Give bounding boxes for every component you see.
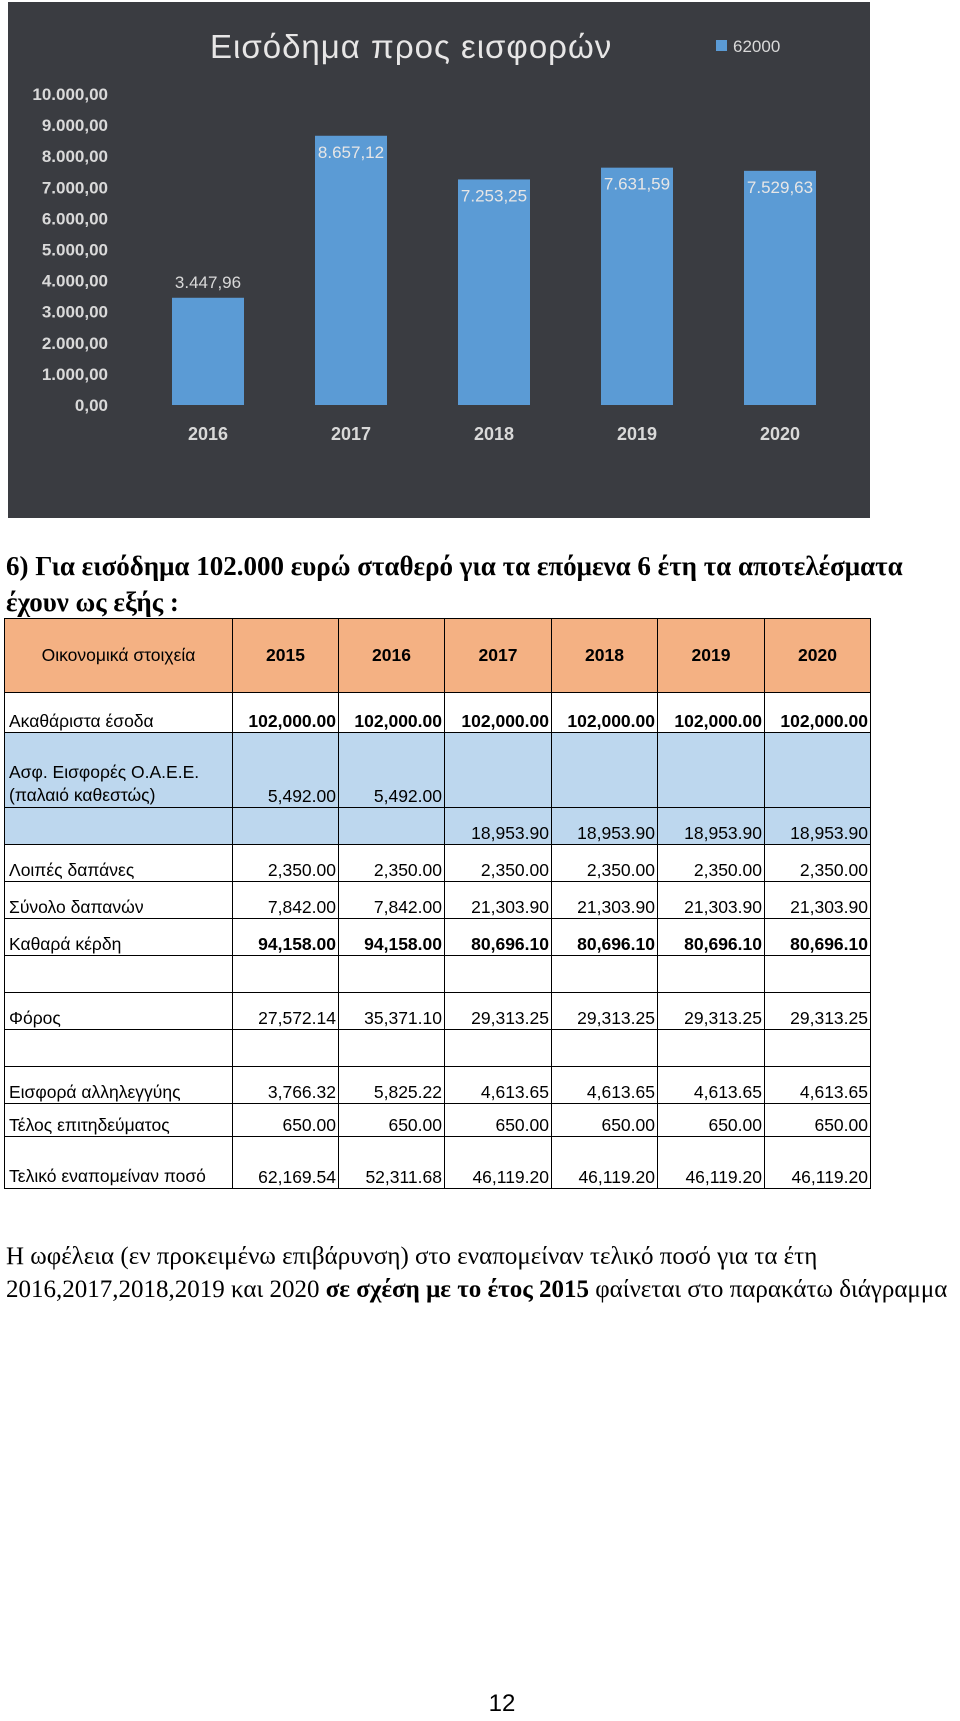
header-year: 2018 [552, 619, 658, 693]
paragraph-bold-text: σε σχέση με το έτος 2015 [325, 1276, 589, 1303]
header-year: 2017 [445, 619, 552, 693]
y-tick-label: 5.000,00 [41, 240, 108, 260]
table-row [5, 733, 871, 808]
bar-2016 [172, 298, 244, 405]
cell: 650.00 [552, 1104, 658, 1137]
x-tick-label: 2016 [187, 424, 229, 444]
cell: 650.00 [233, 1104, 339, 1137]
legend-swatch [716, 40, 727, 51]
cell: 102,000.00 [445, 693, 552, 733]
x-tick-label: 2020 [759, 424, 801, 444]
cell: 52,311.68 [339, 1137, 445, 1189]
cell: 650.00 [765, 1104, 871, 1137]
cell: 62,169.54 [233, 1137, 339, 1189]
cell: 2,350.00 [658, 845, 765, 882]
bar-2018 [458, 179, 530, 405]
cell: 46,119.20 [552, 1137, 658, 1189]
y-tick-label: 0,00 [74, 396, 108, 415]
header-year: 2016 [339, 619, 445, 693]
cell: 94,158.00 [233, 919, 339, 956]
cell: 4,613.65 [445, 1067, 552, 1104]
cell: 650.00 [339, 1104, 445, 1137]
cell: 2,350.00 [233, 845, 339, 882]
table-row [5, 993, 871, 1030]
cell: 7,842.00 [339, 882, 445, 919]
table-spacer-row [5, 1030, 871, 1067]
row-label [5, 808, 233, 845]
cell [233, 808, 339, 845]
x-tick-label: 2018 [473, 424, 515, 444]
cell: 80,696.10 [658, 919, 765, 956]
cell: 94,158.00 [339, 919, 445, 956]
cell [765, 733, 871, 808]
row-label: Εισφορά αλληλεγγύης [5, 1067, 233, 1104]
cell: 102,000.00 [552, 693, 658, 733]
cell: 4,613.65 [765, 1067, 871, 1104]
cell: 102,000.00 [658, 693, 765, 733]
cell: 650.00 [445, 1104, 552, 1137]
row-label: Φόρος [5, 993, 233, 1030]
bar-2019 [601, 168, 673, 405]
cell [445, 733, 552, 808]
data-label: 7.631,59 [603, 174, 671, 194]
bar-series [172, 136, 816, 405]
y-tick-label: 1.000,00 [41, 364, 108, 384]
y-tick-label: 8.000,00 [41, 147, 108, 167]
data-label: 3.447,96 [174, 272, 242, 292]
cell: 2,350.00 [765, 845, 871, 882]
cell: 29,313.25 [552, 993, 658, 1030]
table-row [5, 845, 871, 882]
header-year: 2020 [765, 619, 871, 693]
cell: 80,696.10 [765, 919, 871, 956]
bar-2020 [744, 171, 816, 405]
cell: 80,696.10 [445, 919, 552, 956]
section-heading: 6) Για εισόδημα 102.000 ευρώ σταθερό για τα επόμενα 6 έτη τα αποτελέσματα έχουν ως εξής : [6, 551, 903, 617]
cell: 2,350.00 [552, 845, 658, 882]
table-spacer-row [5, 956, 871, 993]
bar-2017 [315, 136, 387, 405]
legend-label: 62000 [733, 37, 781, 56]
x-tick-label: 2019 [616, 424, 658, 444]
cell: 3,766.32 [233, 1067, 339, 1104]
cell: 46,119.20 [445, 1137, 552, 1189]
row-label: Τελικό εναπομείναν ποσό [5, 1137, 233, 1189]
cell: 2,350.00 [339, 845, 445, 882]
cell: 35,371.10 [339, 993, 445, 1030]
explanation-paragraph [6, 1240, 956, 1306]
table-row [5, 1104, 871, 1137]
cell: 650.00 [658, 1104, 765, 1137]
page-number: 12 [488, 1690, 516, 1717]
row-label: Ασφ. Εισφορές Ο.Α.Ε.Ε. (παλαιό καθεστώς) [5, 733, 233, 808]
table-row [5, 882, 871, 919]
cell: 4,613.65 [552, 1067, 658, 1104]
y-tick-label: 10.000,00 [32, 85, 108, 104]
cell: 21,303.90 [552, 882, 658, 919]
row-label: Σύνολο δαπανών [5, 882, 233, 919]
cell: 46,119.20 [765, 1137, 871, 1189]
cell: 7,842.00 [233, 882, 339, 919]
cell: 21,303.90 [445, 882, 552, 919]
cell: 29,313.25 [658, 993, 765, 1030]
cell: 27,572.14 [233, 993, 339, 1030]
cell: 46,119.20 [658, 1137, 765, 1189]
cell: 5,825.22 [339, 1067, 445, 1104]
paragraph-text: Η ωφέλεια (εν προκειμένω επιβάρυνση) στο εναπομείναν τελικό ποσό για τα έτη 2016,2017,2018,2019 και 2020 [6, 1243, 818, 1303]
row-label: Ακαθάριστα έσοδα [5, 693, 233, 733]
cell [552, 733, 658, 808]
row-label: Τέλος επιτηδεύματος [5, 1104, 233, 1137]
header-label: Οικονομικά στοιχεία [5, 619, 233, 693]
cell: 2,350.00 [445, 845, 552, 882]
cell: 18,953.90 [765, 808, 871, 845]
y-tick-label: 2.000,00 [41, 333, 108, 353]
cell: 5,492.00 [233, 733, 339, 808]
table-row [5, 808, 871, 845]
table-row [5, 1137, 871, 1189]
row-label: Λοιπές δαπάνες [5, 845, 233, 882]
cell: 102,000.00 [233, 693, 339, 733]
table-header-row [5, 619, 871, 693]
table-row [5, 693, 871, 733]
x-axis [188, 424, 800, 444]
cell: 102,000.00 [765, 693, 871, 733]
cell: 21,303.90 [658, 882, 765, 919]
y-tick-label: 7.000,00 [41, 178, 108, 198]
y-tick-label: 6.000,00 [41, 209, 108, 229]
cell [339, 808, 445, 845]
cell: 29,313.25 [445, 993, 552, 1030]
cell: 80,696.10 [552, 919, 658, 956]
cell: 18,953.90 [445, 808, 552, 845]
data-label: 7.253,25 [460, 186, 528, 206]
cell [658, 733, 765, 808]
income-chart [8, 2, 870, 518]
paragraph-text-end: φαίνεται στο παρακάτω διάγραμμα [588, 1276, 948, 1303]
cell: 18,953.90 [658, 808, 765, 845]
data-label: 8.657,12 [317, 142, 385, 162]
row-label: Καθαρά κέρδη [5, 919, 233, 956]
cell: 29,313.25 [765, 993, 871, 1030]
cell: 21,303.90 [765, 882, 871, 919]
header-year: 2019 [658, 619, 765, 693]
header-year: 2015 [233, 619, 339, 693]
chart-title: Εισόδημα προς εισφορών [210, 28, 613, 65]
chart-svg [8, 2, 870, 518]
y-axis [32, 85, 108, 415]
financial-table [4, 618, 871, 1189]
data-label: 7.529,63 [746, 177, 814, 197]
table-row [5, 1067, 871, 1104]
y-tick-label: 9.000,00 [41, 116, 108, 136]
cell: 102,000.00 [339, 693, 445, 733]
cell: 18,953.90 [552, 808, 658, 845]
y-tick-label: 4.000,00 [41, 271, 108, 291]
table-row [5, 919, 871, 956]
y-tick-label: 3.000,00 [41, 302, 108, 322]
x-tick-label: 2017 [330, 424, 372, 444]
cell: 4,613.65 [658, 1067, 765, 1104]
cell: 5,492.00 [339, 733, 445, 808]
